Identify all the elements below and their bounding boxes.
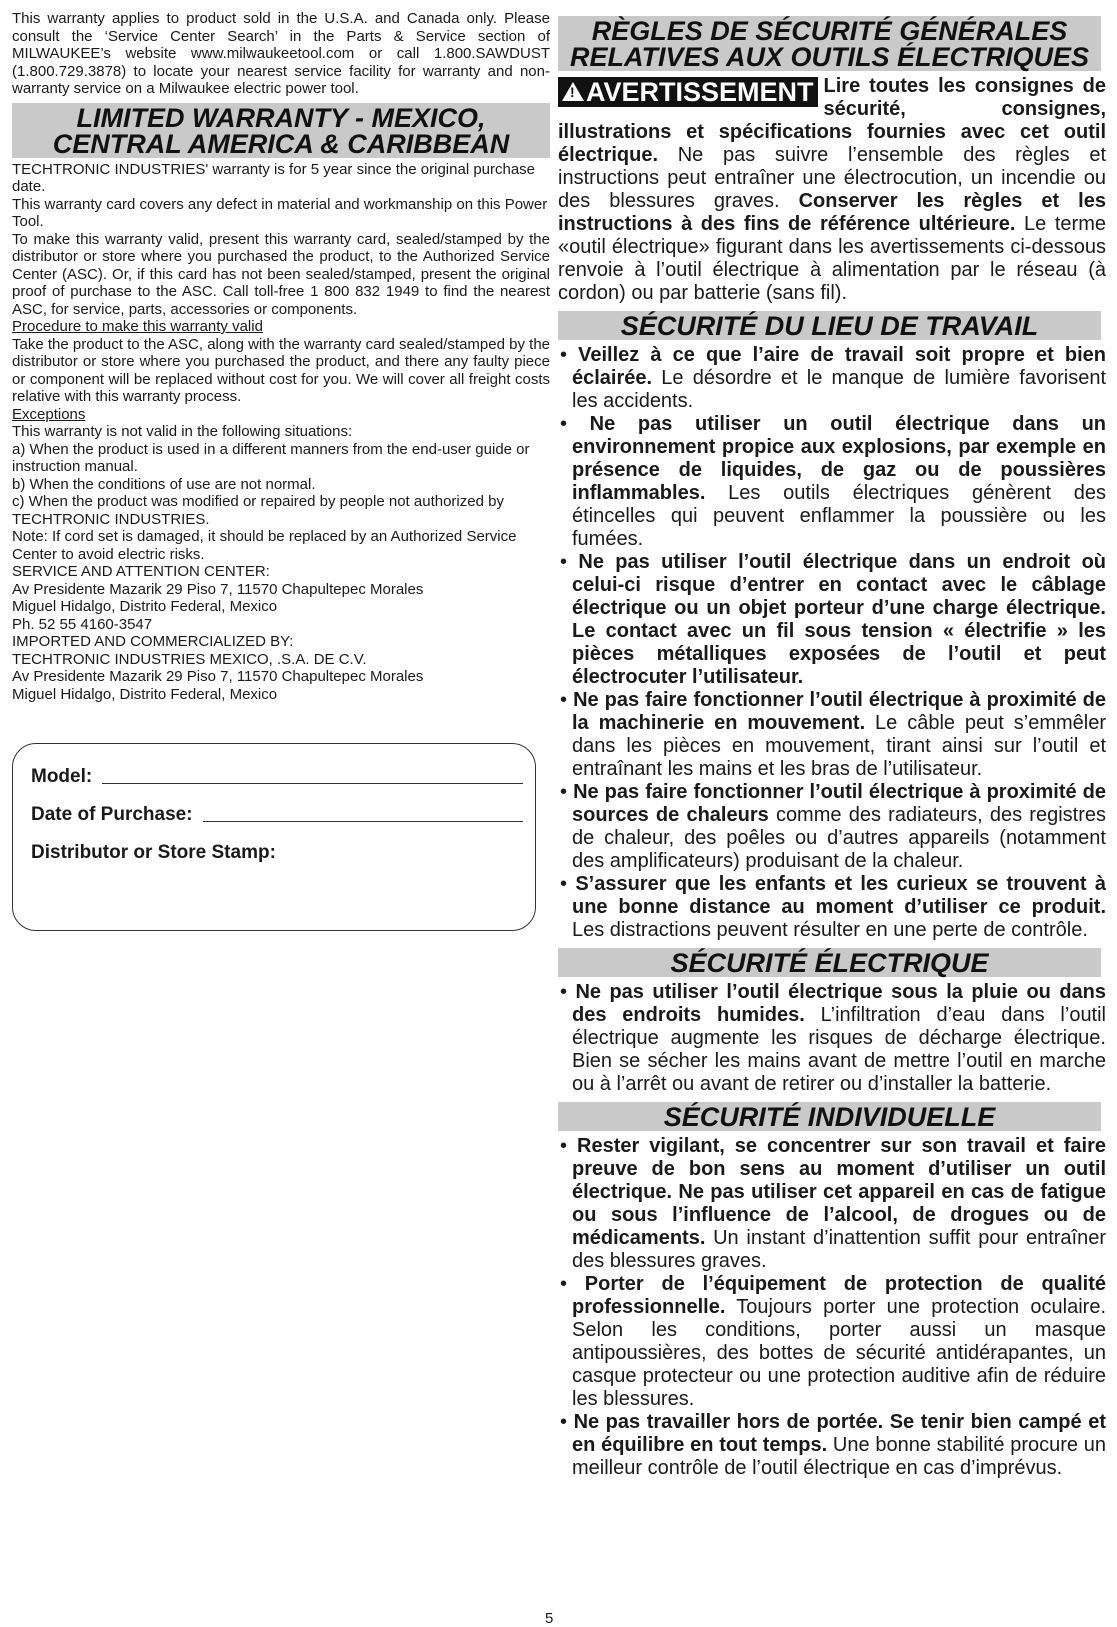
service-heading: SERVICE AND ATTENTION CENTER: [12,563,270,580]
workplace-safety-list [558,344,1106,942]
item-bold: Ne pas utiliser l’outil électrique dans un endroit où celui-ci risque d’entrer en contact avec le câblage électrique ou un objet porteur d’une charge électrique. Le contact avec un fil sous tension « électrifie » les pièces métalliques exposées de l’outil et peut électrocuter l’utilisateur. [572,551,1107,688]
list-item: • Porter de l’équipement de protection de qualité professionnelle. Toujours porter une protection oculaire. Selon les conditions, porter aussi un masque antipoussières, des bottes de sécurité antidérapantes, un casque protecteur ou une protection auditive afin de réduire les blessures. [560,1273,1107,1410]
list-item: • Ne pas utiliser l’outil électrique dans un endroit où celui-ci risque d’entrer en contact avec le câblage électrique ou un objet porteur d’une charge électrique. Le contact avec un fil sous tension « électrifie » les pièces métalliques exposées de l’outil et peut électrocuter l’utilisateur. [560,551,1107,688]
warranty-validation: To make this warranty valid, present this warranty card, sealed/stamped by the distributor or store where you purchased the product, to the Authorized Service Center (ASC). Or, if this card has not been sealed/stamped, present the original proof of purchase to the ASC. Call toll-free 1 800 832 1949 to find the nearest ASC, for service, parts, accessories or components. [12,230,550,318]
warning-bold2: Conserver les règles et les instructions à des fins de référence ultérieure. [558,190,1106,235]
item-bold: Ne pas utiliser un outil électrique dans un environnement propice aux explosions, par exemple en présence de liquides, de gaz ou de poussières inflammables. [572,413,1106,504]
exception-c: c) When the product was modified or repaired by people not authorized by TECHTRONIC INDUSTRIES. [12,493,504,528]
warranty-card [12,743,536,931]
list-item: • Ne pas utiliser un outil électrique dans un environnement propice aux explosions, par exemple en présence de liquides, de gaz ou de poussières inflammables. Les outils électriques génèrent des étincelles qui peuvent enflammer la poussière ou les fumées. [560,413,1106,550]
item-text: Toujours porter une protection oculaire. Selon les conditions, porter aussi un masque antipoussières, des bottes de sécurité antidérapantes, un casque protecteur ou une protection auditive afin de réduire les blessures. [572,1296,1106,1410]
exception-b: b) When the conditions of use are not normal. [12,475,316,493]
item-text: Le désordre et le manque de lumière favorisent les accidents. [572,367,1106,412]
date-row [31,800,535,826]
importer-address-line2: Miguel Hidalgo, Distrito Federal, Mexico [12,685,278,703]
importer-address-line1: Av Presidente Mazarik 29 Piso 7, 11570 Chapultepec Morales [12,668,424,685]
list-item: • Ne pas travailler hors de portée. Se tenir bien campé et en équilibre en tout temps. Une bonne stabilité procure un meilleur contrôle de l’outil électrique en cas d’imprévus. [560,1411,1106,1479]
exceptions-heading: Exceptions [12,405,86,423]
importer-name: TECHTRONIC INDUSTRIES MEXICO, .S.A. DE C.V. [12,650,367,668]
service-address-line2: Miguel Hidalgo, Distrito Federal, Mexico [12,598,278,615]
list-item: • Veillez à ce que l’aire de travail soit propre et bien éclairée. Le désordre et le manque de lumière favorisent les accidents. [560,344,1106,412]
model-field[interactable] [102,783,523,784]
service-phone: Ph. 52 55 4160-3547 [12,615,153,633]
limited-warranty-heading: LIMITED WARRANTY - MEXICO, CENTRAL AMERICA & CARIBBEAN [12,103,550,158]
warning-bold: Lire toutes les consignes de sécurité, consignes, illustrations et spécifications fournies avec cet outil électrique. [558,75,1106,166]
general-rules-title: RÈGLES DE SÉCURITÉ GÉNÉRALES RELATIVES AUX OUTILS ÉLECTRIQUES [558,16,1101,71]
personal-safety-list [558,1135,1106,1480]
cord-note: Note: If cord set is damaged, it should be replaced by an Authorized Service Center to avoid electric risks. [12,528,517,563]
item-bold: Ne pas travailler hors de portée. Se tenir bien campé et en équilibre en tout temps. [572,1411,1106,1456]
date-field[interactable] [203,821,523,822]
right-column [558,10,1106,1480]
stamp-label: Distributor or Store Stamp: [31,842,276,863]
procedure-heading: Procedure to make this warranty valid [12,318,263,335]
warning-badge [558,77,818,107]
item-text: Un instant d’inattention suffit pour entraîner des blessures graves. [572,1227,1106,1272]
item-text: Une bonne stabilité procure un meilleur contrôle de l’outil électrique en cas d’imprévus. [572,1434,1106,1479]
importer-heading: IMPORTED AND COMMERCIALIZED BY: [12,633,294,650]
model-row [31,762,535,788]
service-address-line1: Av Presidente Mazarik 29 Piso 7, 11570 Chapultepec Morales [12,580,424,598]
warning-label: AVERTISSEMENT [586,77,814,107]
warning-paragraph [558,75,1106,305]
page-number: 5 [545,1610,554,1627]
item-text: Les outils électriques génèrent des étincelles qui peuvent enflammer la poussière ou les fumées. [572,482,1106,550]
warning-triangle-icon: ! [562,82,584,101]
item-text: Les distractions peuvent résulter en une perte de contrôle. [572,919,1088,941]
list-item: • Ne pas utiliser l’outil électrique sous la pluie ou dans des endroits humides. L’infiltration d’eau dans l’outil électrique augmente les risques de décharge électrique. Bien se sécher les mains avant de mettre l’outil en marche ou à l’arrêt ou avant de retirer ou d’installer la batterie. [560,981,1107,1095]
date-label: Date of Purchase: [31,804,193,825]
list-item: • Rester vigilant, se concentrer sur son travail et faire preuve de bon sens au moment d’utiliser un outil électrique. Ne pas utiliser cet appareil en cas de fatigue ou sous l’influence de l’alcool, de drogues ou de médicaments. Un instant d’inattention suffit pour entraîner des blessures graves. [560,1135,1106,1272]
item-text: comme des radiateurs, des registres de chaleur, des poêles ou d’autres appareils (notamment des amplificateurs) produisant de la chaleur. [572,804,1106,872]
item-bold: Ne pas utiliser l’outil électrique sous la pluie ou dans des endroits humides. [572,981,1107,1026]
item-bold: S’assurer que les enfants et les curieux se trouvent à une bonne distance au moment d’utiliser ce produit. [572,873,1106,918]
item-text: Le câble peut s’emmêler dans les pièces en mouvement, tirant ainsi sur l’outil et entraînant les mains et les bras de l’utilisateur. [572,712,1106,780]
item-bold: Ne pas faire fonctionner l’outil électrique à proximité de sources de chaleurs [572,781,1106,826]
item-bold: Porter de l’équipement de protection de qualité professionnelle. [572,1273,1107,1318]
item-text: L’infiltration d’eau dans l’outil électrique augmente les risques de décharge électrique. Bien se sécher les mains avant de mettre l’outil en marche ou à l’arrêt ou avant de retirer ou d’installer la batterie. [572,1004,1107,1095]
list-item: • Ne pas faire fonctionner l’outil électrique à proximité de sources de chaleurs comme des radiateurs, des registres de chaleur, des poêles ou d’autres appareils (notamment des amplificateurs) produisant de la chaleur. [560,781,1106,872]
personal-safety-title: SÉCURITÉ INDIVIDUELLE [558,1102,1101,1131]
warning-text1: Ne pas suivre l’ensemble des règles et instructions peut entraîner une électrocution, un incendie ou des blessures graves. [558,144,1106,212]
electrical-safety-title: SÉCURITÉ ÉLECTRIQUE [558,948,1101,977]
warning-text2: Le terme «outil électrique» figurant dans les avertissements ci-dessous renvoie à l’outil électrique à alimentation par le réseau (à cordon) ou par batterie (sans fil). [558,213,1106,304]
workplace-safety-title: SÉCURITÉ DU LIEU DE TRAVAIL [558,311,1101,340]
list-item: • S’assurer que les enfants et les curieux se trouvent à une bonne distance au moment d’utiliser ce produit. Les distractions peuvent résulter en une perte de contrôle. [560,873,1106,941]
model-label: Model: [31,766,93,787]
warranty-term: TECHTRONIC INDUSTRIES' warranty is for 5 year since the original purchase date. [12,160,536,195]
warranty-coverage: This warranty card covers any defect in material and workmanship on this Power Tool. [12,195,548,230]
item-bold: Veillez à ce que l’aire de travail soit propre et bien éclairée. [572,344,1106,389]
item-bold: Rester vigilant, se concentrer sur son travail et faire preuve de bon sens au moment d’utiliser un outil électrique. Ne pas utiliser cet appareil en cas de fatigue ou sous l’influence de l’alcool, de drogues ou de médicaments. [572,1135,1106,1249]
procedure-text: Take the product to the ASC, along with the warranty card sealed/stamped by the distributor or store where you purchased the product, and there any faulty piece or component will be replaced without cost for you. We will cover all freight costs relative with this warranty process. [12,335,550,405]
left-column [12,10,550,703]
intro-paragraph: This warranty applies to product sold in the U.S.A. and Canada only. Please consult the ‘Service Center Search’ in the Parts & Service section of MILWAUKEE’s website www.milwaukeetool.com or call 1.800.SAWDUST (1.800.729.3878) to locate your nearest service facility for warranty and non-warranty service on a Milwaukee electric power tool. [12,10,550,97]
exception-a: a) When the product is used in a different manners from the end-user guide or instruction manual. [12,440,530,475]
item-bold: Ne pas faire fonctionner l’outil électrique à proximité de la machinerie en mouvement. [572,689,1106,734]
list-item: • Ne pas faire fonctionner l’outil électrique à proximité de la machinerie en mouvement. Le câble peut s’emmêler dans les pièces en mouvement, tirant ainsi sur l’outil et entraînant les mains et les bras de l’utilisateur. [560,689,1106,780]
stamp-row [31,838,535,864]
exceptions-intro: This warranty is not valid in the following situations: [12,423,353,440]
electrical-safety-list [558,981,1106,1096]
